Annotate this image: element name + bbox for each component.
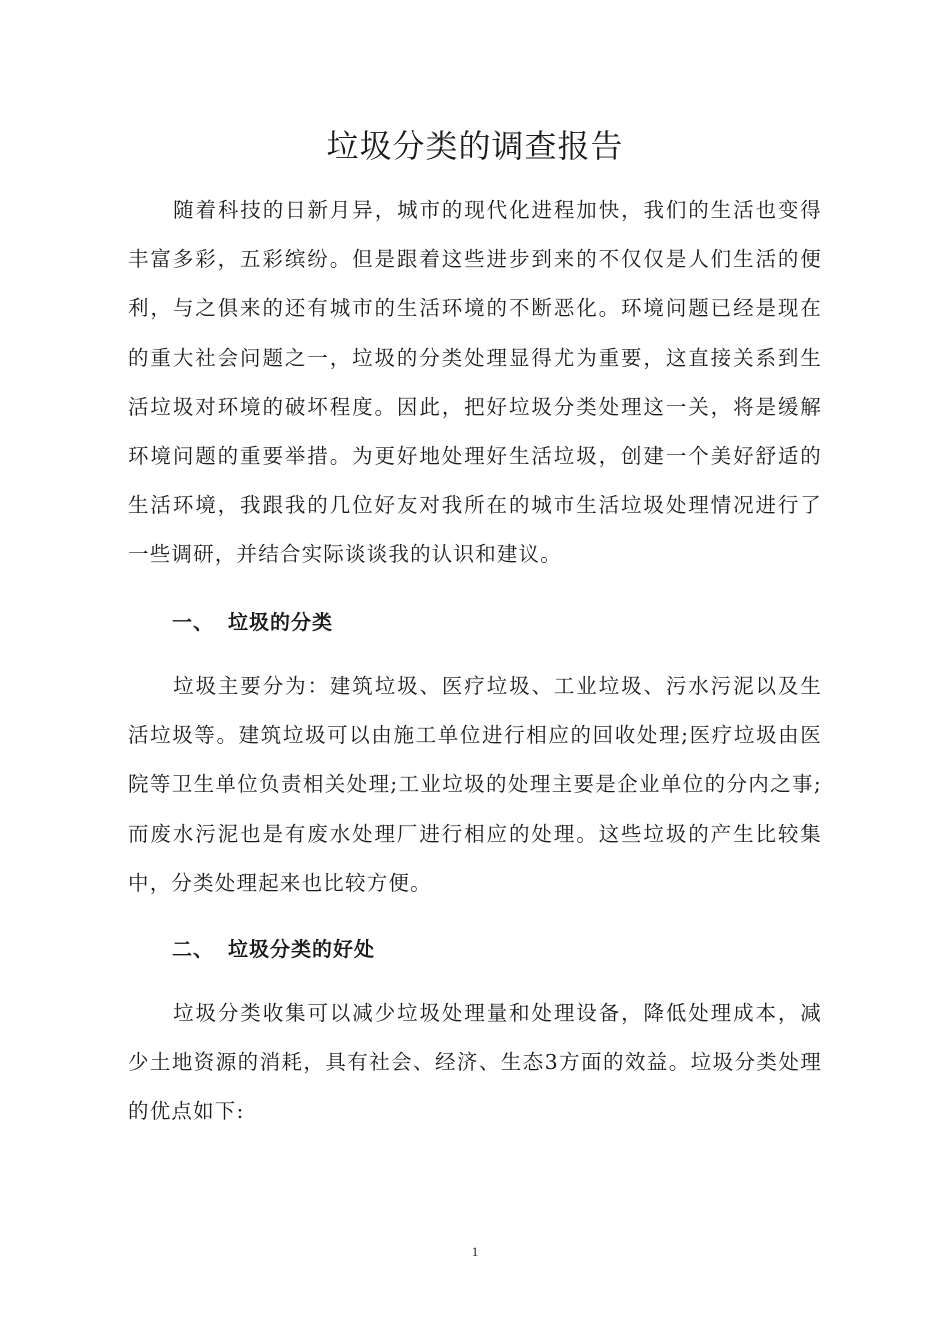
section-title-1: 垃圾的分类 bbox=[228, 610, 333, 634]
section-2-paragraph: 垃圾分类收集可以减少垃圾处理量和处理设备，降低处理成本，减少土地资源的消耗，具有社会、经济、生态3方面的效益。垃圾分类处理的优点如下: bbox=[128, 1001, 822, 1124]
page-number: 1 bbox=[471, 1244, 479, 1259]
section-1-paragraph: 垃圾主要分为：建筑垃圾、医疗垃圾、工业垃圾、污水污泥以及生活垃圾等。建筑垃圾可以由施工单位进行相应的回收处理;医疗垃圾由医院等卫生单位负责相关处理;工业垃圾的处理主要是企业单位的分内之事;而废水污泥也是有废水处理厂进行相应的处理。这些垃圾的产生比较集中，分类处理起来也比较方便。 bbox=[128, 674, 822, 895]
section-number-1: 一、 bbox=[172, 610, 214, 634]
section-heading-1 bbox=[172, 607, 333, 637]
intro-paragraph: 随着科技的日新月异，城市的现代化进程加快，我们的生活也变得丰富多彩，五彩缤纷。但是跟着这些进步到来的不仅仅是人们生活的便利，与之俱来的还有城市的生活环境的不断恶化。环境问题已经是现在的重大社会问题之一，垃圾的分类处理显得尤为重要，这直接关系到生活垃圾对环境的破坏程度。因此，把好垃圾分类处理这一关，将是缓解环境问题的重要举措。为更好地处理好生活垃圾，创建一个美好舒适的生活环境，我跟我的几位好友对我所在的城市生活垃圾处理情况进行了一些调研，并结合实际谈谈我的认识和建议。 bbox=[128, 198, 822, 567]
document-title: 垃圾分类的调查报告 bbox=[326, 127, 624, 165]
section-heading-2 bbox=[172, 934, 375, 964]
section-title-2: 垃圾分类的好处 bbox=[228, 937, 375, 961]
section-number-2: 二、 bbox=[172, 937, 214, 961]
